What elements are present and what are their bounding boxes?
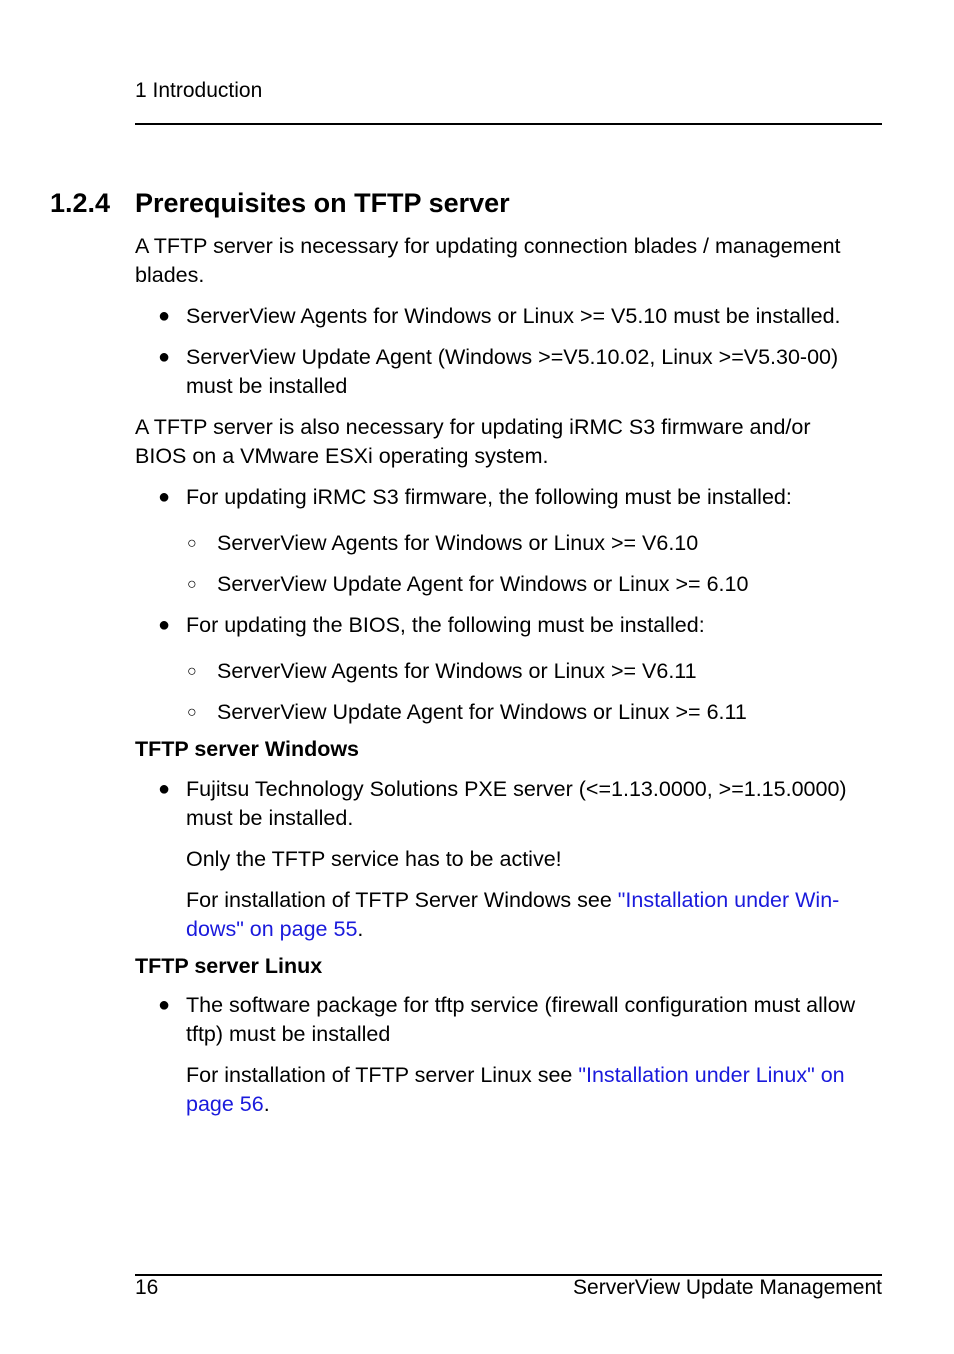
list-item: ServerView Agents for Windows or Linux >= V6.10 bbox=[217, 531, 699, 555]
circle-bullet-icon: ○ bbox=[187, 663, 197, 680]
circle-bullet-icon: ○ bbox=[187, 535, 197, 552]
running-header: 1 Introduction bbox=[135, 79, 263, 102]
circle-bullet-icon: ○ bbox=[187, 704, 197, 721]
list-item: ServerView Update Agent for Windows or Linux >= 6.10 bbox=[217, 572, 749, 596]
intro-paragraph-1: A TFTP server is necessary for updating connection blades / management blades. bbox=[135, 234, 841, 287]
bullet-icon: ● bbox=[158, 305, 171, 327]
list-item: ServerView Update Agent (Windows >=V5.10.02, Linux >=V5.30-00) must be installed bbox=[186, 345, 839, 398]
list-item: ServerView Update Agent for Windows or Linux >= 6.11 bbox=[217, 700, 747, 724]
windows-see-suffix: . bbox=[357, 917, 364, 941]
linux-see-paragraph bbox=[186, 1061, 876, 1119]
bullet-icon: ● bbox=[158, 346, 171, 368]
list-item: For updating the BIOS, the following must be installed: bbox=[186, 613, 705, 637]
list-item: Fujitsu Technology Solutions PXE server (<=1.13.0000, >=1.15.0000) must be installed. bbox=[186, 777, 847, 830]
list-item: The software package for tftp service (firewall configuration must allow tftp) must be installed bbox=[186, 993, 856, 1046]
subheading-windows: TFTP server Windows bbox=[135, 737, 360, 761]
windows-note: Only the TFTP service has to be active! bbox=[186, 847, 562, 871]
section-title: Prerequisites on TFTP server bbox=[135, 188, 510, 218]
linux-see-prefix: For installation of TFTP server Linux see bbox=[186, 1063, 579, 1087]
windows-see-prefix: For installation of TFTP Server Windows see bbox=[186, 888, 618, 912]
windows-install-link[interactable]: "Installation under Win-dows" on page 55 bbox=[186, 888, 840, 941]
list-item: ServerView Agents for Windows or Linux >= V6.11 bbox=[217, 659, 697, 683]
document-title: ServerView Update Management bbox=[573, 1276, 882, 1299]
bullet-icon: ● bbox=[158, 614, 171, 636]
linux-see-suffix: . bbox=[263, 1092, 270, 1116]
bullet-icon: ● bbox=[158, 486, 171, 508]
list-item: ServerView Agents for Windows or Linux >= V5.10 must be installed. bbox=[186, 304, 841, 328]
page-number: 16 bbox=[135, 1276, 159, 1299]
windows-see-paragraph bbox=[186, 886, 876, 944]
bullet-icon: ● bbox=[158, 778, 171, 800]
section-number: 1.2.4 bbox=[50, 188, 111, 218]
header-rule bbox=[135, 123, 882, 125]
subheading-linux: TFTP server Linux bbox=[135, 954, 323, 978]
list-item: For updating iRMC S3 firmware, the following must be installed: bbox=[186, 485, 792, 509]
circle-bullet-icon: ○ bbox=[187, 576, 197, 593]
intro-paragraph-2: A TFTP server is also necessary for updating iRMC S3 firmware and/or BIOS on a VMware ESXi operating system. bbox=[135, 415, 811, 468]
linux-install-link[interactable]: "Installation under Linux" on page 56 bbox=[186, 1063, 845, 1116]
bullet-icon: ● bbox=[158, 994, 171, 1016]
